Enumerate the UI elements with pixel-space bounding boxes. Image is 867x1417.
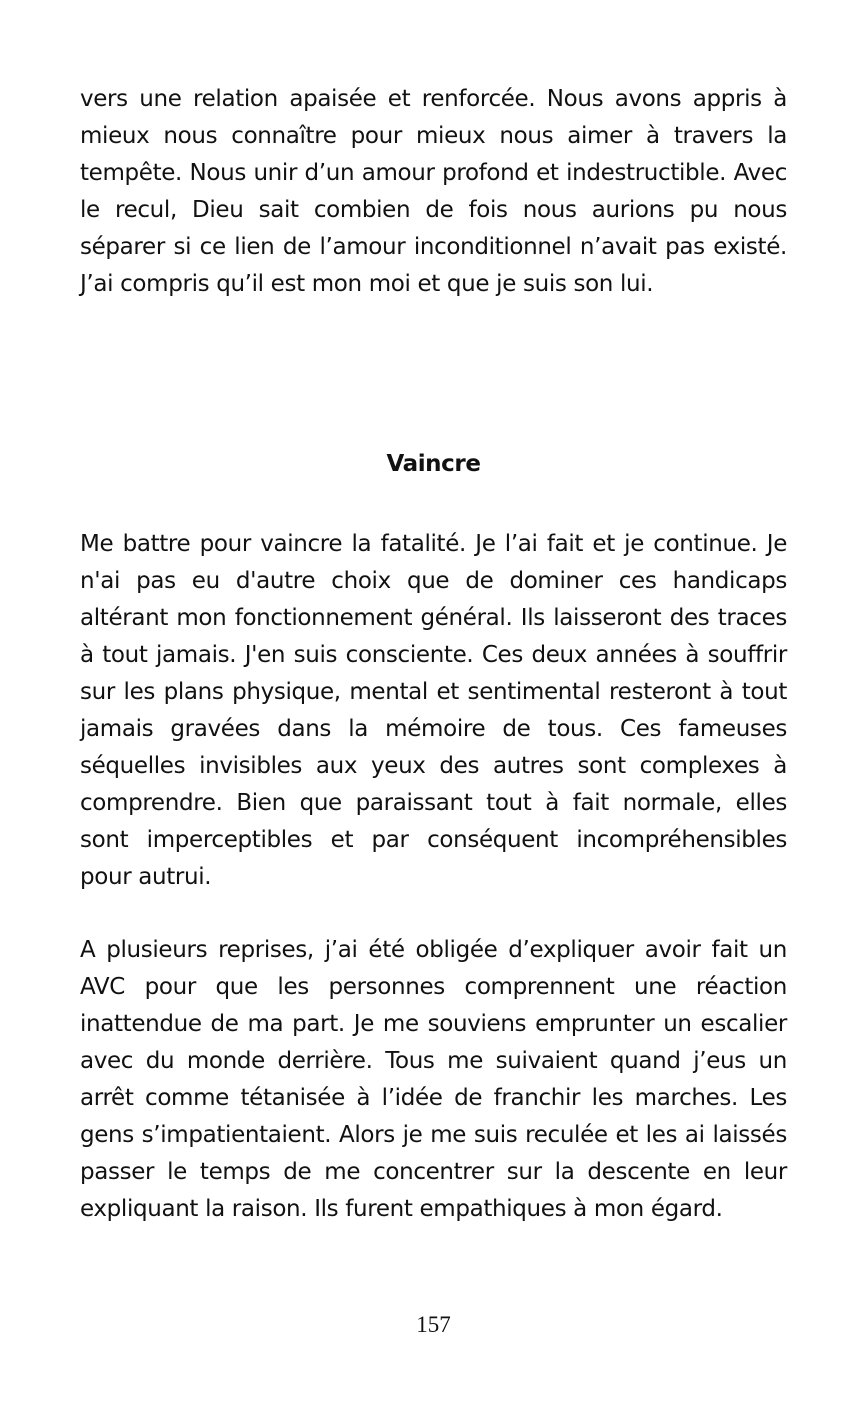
page-content: [80, 81, 787, 1222]
section-title: Vaincre: [386, 451, 481, 477]
paragraph-1: vers une relation apaisée et renforcée. Nous avons appris à mieux nous connaître pour mieux nous aimer à travers la tempête. Nous unir d’un amour profond et indestructible. Avec le recul, Dieu sait combien de fois nous aurions pu nous séparer si ce lien de l’amour inconditionnel n’avait pas existé. J’ai compris qu’il est mon moi et que je suis son lui.: [80, 86, 787, 297]
paragraph-3: A plusieurs reprises, j’ai été obligée d’expliquer avoir fait un AVC pour que les personnes comprennent une réaction inattendue de ma part. Je me souviens emprunter un escalier avec du monde derrière. Tous me suivaient quand j’eus un arrêt comme tétanisée à l’idée de franchir les marches. Les gens s’impatientaient. Alors je me suis reculée et les ai laissés passer le temps de me concentrer sur la descente en leur expliquant la raison. Ils furent empathiques à mon égard.: [80, 937, 787, 1222]
page-number: 157: [416, 1312, 451, 1337]
paragraph-2: Me battre pour vaincre la fatalité. Je l’ai fait et je continue. Je n'ai pas eu d'autre choix que de dominer ces handicaps altérant mon fonctionnement général. Ils laisseront des traces à tout jamais. J'en suis consciente. Ces deux années à souffrir sur les plans physique, mental et sentimental resteront à tout jamais gravées dans la mémoire de tous. Ces fameuses séquelles invisibles aux yeux des autres sont complexes à comprendre. Bien que paraissant tout à fait normale, elles sont imperceptibles et par conséquent incompréhensibles pour autrui.: [80, 531, 787, 890]
